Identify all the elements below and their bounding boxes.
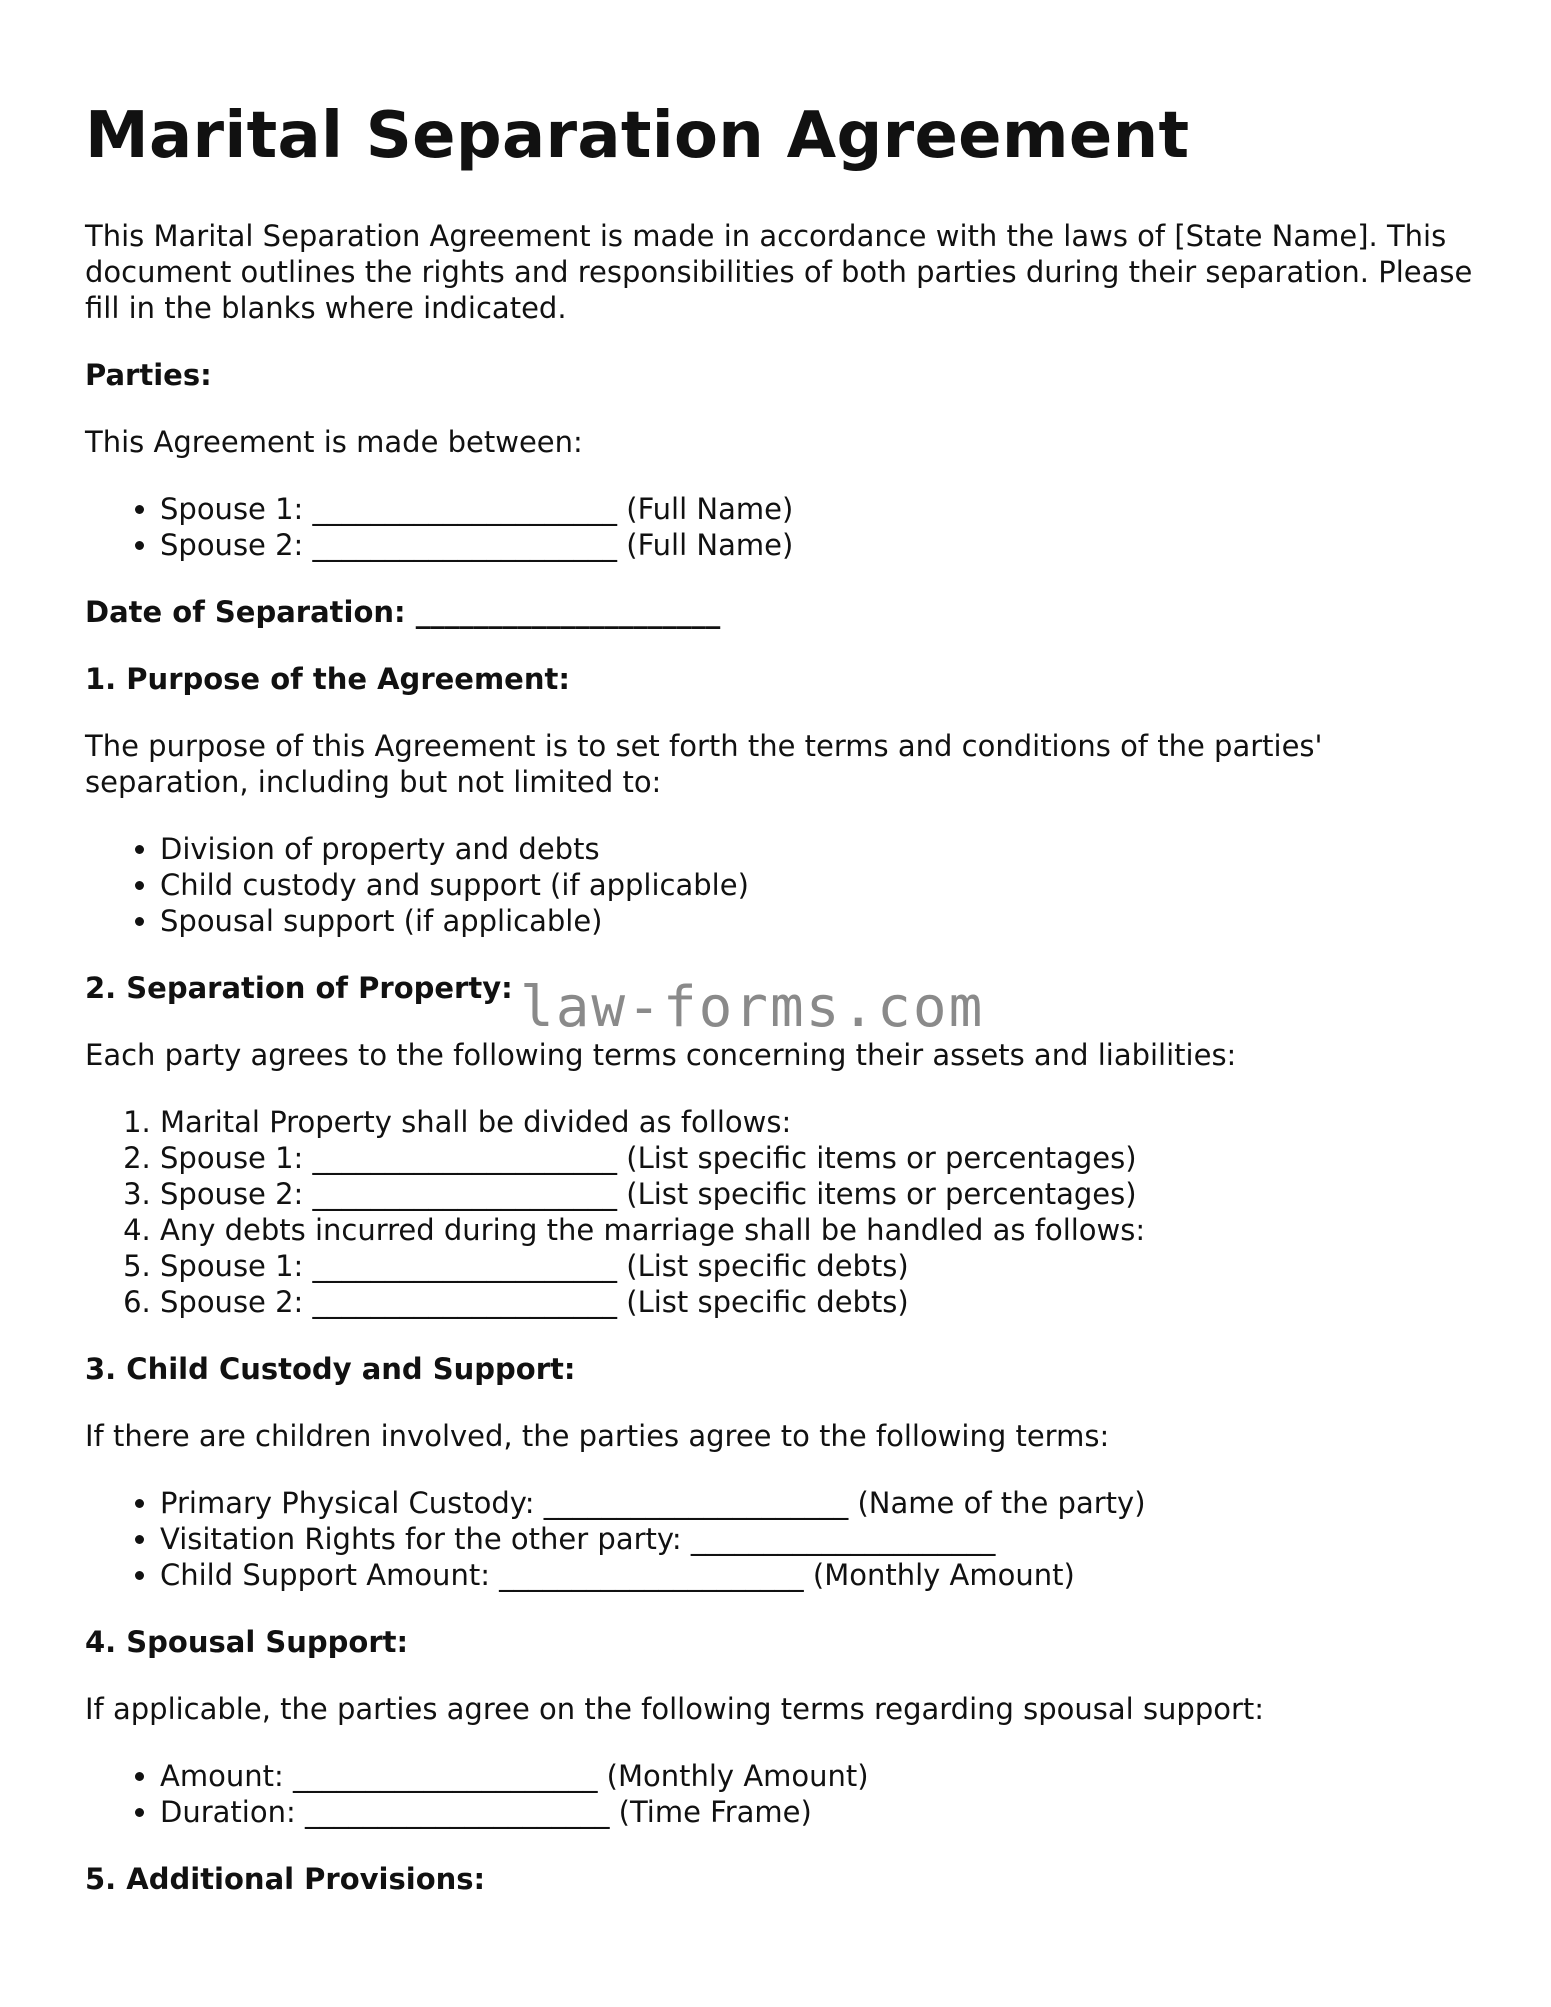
list-item: • Spouse 2: _____________________ (Full Name) bbox=[160, 527, 1485, 563]
list-item: • Visitation Rights for the other party: _____________________ bbox=[160, 1521, 1485, 1557]
list-item: • Amount: _____________________ (Monthly Amount) bbox=[160, 1758, 1485, 1794]
document-title: Marital Separation Agreement bbox=[85, 99, 1190, 173]
property-list bbox=[85, 1104, 1485, 1320]
list-item: • Child Support Amount: _____________________ (Monthly Amount) bbox=[160, 1557, 1485, 1593]
spousal-heading: 4. Spousal Support: bbox=[85, 1624, 409, 1659]
custody-list bbox=[85, 1485, 1485, 1593]
list-item: • Spousal support (if applicable) bbox=[160, 903, 1485, 939]
list-item: • Division of property and debts bbox=[160, 831, 1485, 867]
purpose-heading: 1. Purpose of the Agreement: bbox=[85, 661, 570, 696]
watermark: law-forms.com bbox=[520, 975, 985, 1040]
list-item: 5. Spouse 1: _____________________ (List specific debts) bbox=[160, 1248, 1485, 1284]
spousal-text: If applicable, the parties agree on the following terms regarding spousal support: bbox=[85, 1691, 1265, 1726]
list-item: 2. Spouse 1: _____________________ (List specific items or percentages) bbox=[160, 1140, 1485, 1176]
list-item: 4. Any debts incurred during the marriage shall be handled as follows: bbox=[160, 1212, 1485, 1248]
purpose-list bbox=[85, 831, 1485, 939]
list-item: 3. Spouse 2: _____________________ (List specific items or percentages) bbox=[160, 1176, 1485, 1212]
list-item: • Child custody and support (if applicable) bbox=[160, 867, 1485, 903]
property-heading: 2. Separation of Property: bbox=[85, 970, 513, 1005]
list-item: • Spouse 1: _____________________ (Full Name) bbox=[160, 491, 1485, 527]
property-text: Each party agrees to the following terms concerning their assets and liabilities: bbox=[85, 1037, 1237, 1072]
spousal-list bbox=[85, 1758, 1485, 1830]
intro-paragraph: This Marital Separation Agreement is made in accordance with the laws of [State Name]. This document outlines the rights and responsibilities of both parties during their separation. Please fill in the blanks where indicated. bbox=[85, 218, 1473, 325]
date-of-separation: Date of Separation: _____________________ bbox=[85, 594, 721, 629]
list-item: • Primary Physical Custody: _____________________ (Name of the party) bbox=[160, 1485, 1485, 1521]
purpose-text: The purpose of this Agreement is to set forth the terms and conditions of the parties' separation, including but not limited to: bbox=[85, 728, 1323, 799]
parties-lead: This Agreement is made between: bbox=[85, 424, 583, 459]
list-item: • Duration: _____________________ (Time Frame) bbox=[160, 1794, 1485, 1830]
list-item: 6. Spouse 2: _____________________ (List specific debts) bbox=[160, 1284, 1485, 1320]
list-item: 1. Marital Property shall be divided as follows: bbox=[160, 1104, 1485, 1140]
parties-list bbox=[85, 491, 1485, 563]
additional-heading: 5. Additional Provisions: bbox=[85, 1861, 486, 1896]
custody-heading: 3. Child Custody and Support: bbox=[85, 1351, 576, 1386]
custody-text: If there are children involved, the parties agree to the following terms: bbox=[85, 1418, 1110, 1453]
parties-heading: Parties: bbox=[85, 357, 212, 392]
